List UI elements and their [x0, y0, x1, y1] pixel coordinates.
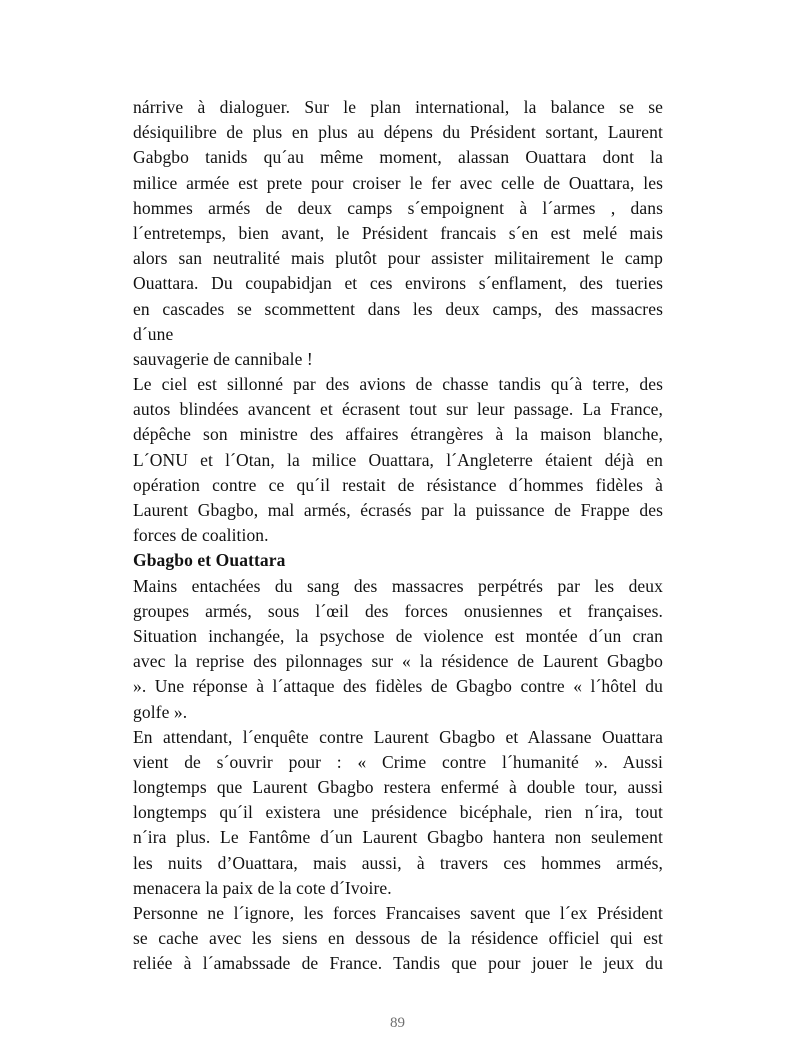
text-line: menacera la paix de la cote d´Ivoire. [133, 877, 392, 898]
text-line: nárrive à dialoguer. Sur le plan international, la balance se se [133, 97, 663, 117]
text-line: Gabgbo tanids qu´au même moment, alassan Ouattara dont la [133, 147, 663, 168]
text-line: avec la reprise des pilonnages sur « la résidence de Laurent Gbagbo [133, 651, 663, 672]
text-line: vient de s´ouvrir pour : « Crime contre l´humanité ». Aussi [133, 751, 663, 772]
text-line: milice armée est prete pour croiser le fer avec celle de Ouattara, les [133, 172, 663, 193]
text-line: L´ONU et l´Otan, la milice Ouattara, l´Angleterre étaient déjà en [133, 449, 663, 470]
text-line: Personne ne l´ignore, les forces Francaises savent que l´ex Président [133, 903, 663, 923]
text-line: Situation inchangée, la psychose de violence est montée d´un cran [133, 625, 663, 646]
text-line: ». Une réponse à l´attaque des fidèles de Gbagbo contre « l´hôtel du [133, 676, 663, 697]
text-line: longtemps qu´il existera une présidence bicéphale, rien n´ira, tout [133, 802, 663, 823]
text-line: d´une [133, 323, 174, 344]
text-line: Le ciel est sillonné par des avions de chasse tandis qu´à terre, des [133, 374, 663, 395]
text-line: en cascades se scommettent dans les deux camps, des massacres [133, 298, 663, 319]
text-line: forces de coalition. [133, 525, 269, 546]
text-line: autos blindées avancent et écrasent tout sur leur passage. La France, [133, 399, 663, 420]
page-text-block [133, 95, 663, 977]
text-line: golfe ». [133, 701, 188, 722]
text-line: Laurent Gbagbo, mal armés, écrasés par la puissance de Frappe des [133, 500, 663, 520]
text-line: alors san neutralité mais plutôt pour assister militairement le camp [133, 248, 663, 269]
page-number: 89 [390, 1015, 405, 1031]
text-line: dépêche son ministre des affaires étrangères à la maison blanche, [133, 424, 663, 445]
text-line: Ouattara. Du coupabidjan et ces environs s´enflament, des tueries [133, 273, 663, 294]
text-line: groupes armés, sous l´œil des forces onusiennes et françaises. [133, 600, 663, 621]
text-line: hommes armés de deux camps s´empoignent à l´armes , dans [133, 197, 663, 218]
text-line: les nuits d’Ouattara, mais aussi, à travers ces hommes armés, [133, 852, 663, 873]
text-line: En attendant, l´enquête contre Laurent Gbagbo et Alassane Ouattara [133, 726, 663, 747]
text-line: se cache avec les siens en dessous de la résidence officiel qui est [133, 928, 663, 949]
text-line: Mains entachées du sang des massacres perpétrés par les deux [133, 575, 663, 596]
text-line: reliée à l´amabssade de France. Tandis que pour jouer le jeux du [133, 953, 663, 974]
text-line: n´ira plus. Le Fantôme d´un Laurent Gbagbo hantera non seulement [133, 827, 663, 848]
text-line: longtemps que Laurent Gbagbo restera enfermé à double tour, aussi [133, 777, 663, 798]
text-line: désiquilibre de plus en plus au dépens du Président sortant, Laurent [133, 122, 663, 143]
text-line: l´entretemps, bien avant, le Président francais s´en est melé mais [133, 222, 663, 243]
section-heading: Gbagbo et Ouattara [133, 550, 286, 571]
text-line: opération contre ce qu´il restait de résistance d´hommes fidèles à [133, 474, 663, 495]
text-line: sauvagerie de cannibale ! [133, 348, 313, 369]
